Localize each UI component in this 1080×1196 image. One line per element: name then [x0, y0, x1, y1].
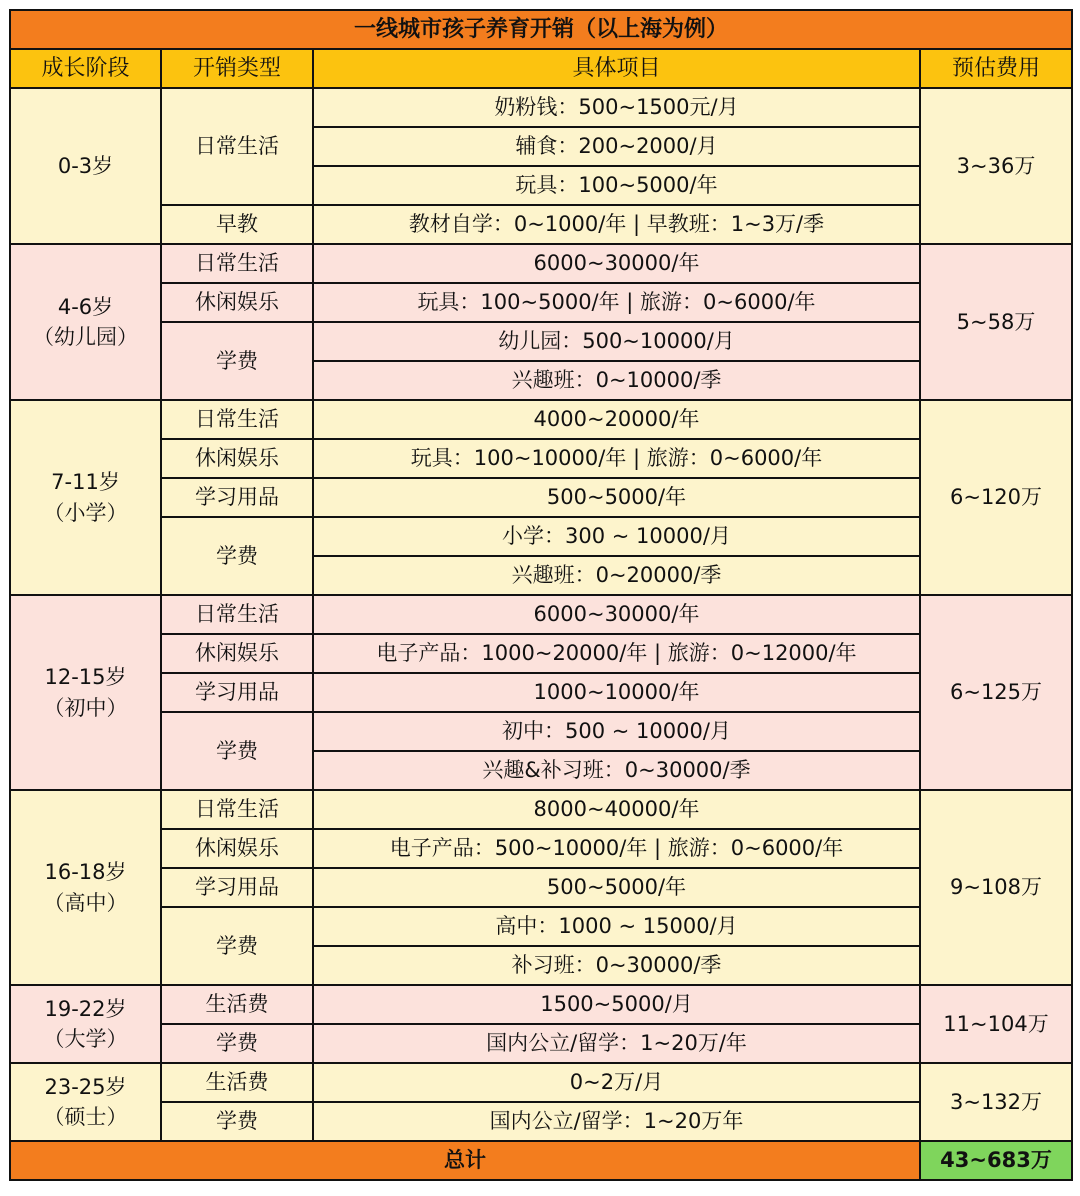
expense-type-cell: 日常生活 — [161, 595, 313, 634]
expense-type-cell: 休闲娱乐 — [161, 634, 313, 673]
detail-cell: 6000~30000/年 — [313, 244, 920, 283]
detail-cell: 兴趣&补习班：0~30000/季 — [313, 751, 920, 790]
table-title: 一线城市孩子养育开销（以上海为例） — [10, 10, 1072, 49]
stage-label: （初中） — [43, 695, 128, 720]
detail-cell: 500~5000/年 — [313, 478, 920, 517]
stage-label: 12-15岁 — [44, 665, 127, 690]
table-row — [10, 907, 1072, 946]
total-value: 43~683万 — [920, 1141, 1072, 1180]
cost-cell: 3~36万 — [920, 88, 1072, 244]
table-row — [10, 673, 1072, 712]
detail-cell: 初中：500 ~ 10000/月 — [313, 712, 920, 751]
detail-cell: 教材自学：0~1000/年 | 早教班：1~3万/季 — [313, 205, 920, 244]
table-row — [10, 322, 1072, 361]
detail-cell: 电子产品：500~10000/年 | 旅游：0~6000/年 — [313, 829, 920, 868]
table-row — [10, 868, 1072, 907]
expense-type-cell: 早教 — [161, 205, 313, 244]
stage-label: （高中） — [43, 890, 128, 915]
expense-type-cell: 日常生活 — [161, 88, 313, 205]
expense-type-cell: 学费 — [161, 322, 313, 400]
header-type: 开销类型 — [161, 49, 313, 88]
cost-cell: 5~58万 — [920, 244, 1072, 400]
stage-cell — [10, 1063, 161, 1141]
expense-type-cell: 日常生活 — [161, 244, 313, 283]
header-cost: 预估费用 — [920, 49, 1072, 88]
detail-cell: 国内公立/留学：1~20万/年 — [313, 1024, 920, 1063]
stage-cell — [10, 985, 161, 1063]
stage-label: 16-18岁 — [44, 860, 127, 885]
detail-cell: 小学：300 ~ 10000/月 — [313, 517, 920, 556]
stage-cell — [10, 244, 161, 400]
expense-type-cell: 生活费 — [161, 985, 313, 1024]
detail-cell: 1000~10000/年 — [313, 673, 920, 712]
cost-cell: 6~125万 — [920, 595, 1072, 790]
stage-cell — [10, 88, 161, 244]
detail-cell: 幼儿园：500~10000/月 — [313, 322, 920, 361]
cost-cell: 6~120万 — [920, 400, 1072, 595]
detail-cell: 高中：1000 ~ 15000/月 — [313, 907, 920, 946]
stage-label: 23-25岁 — [44, 1074, 127, 1099]
detail-cell: 玩具：100~5000/年 | 旅游：0~6000/年 — [313, 283, 920, 322]
detail-cell: 兴趣班：0~10000/季 — [313, 361, 920, 400]
table-row — [10, 478, 1072, 517]
table-row — [10, 712, 1072, 751]
stage-label: 4-6岁 — [57, 294, 114, 319]
expense-type-cell: 学习用品 — [161, 478, 313, 517]
table-row — [10, 1024, 1072, 1063]
header-items: 具体项目 — [313, 49, 920, 88]
cost-table — [9, 9, 1073, 1181]
expense-type-cell: 生活费 — [161, 1063, 313, 1102]
detail-cell: 兴趣班：0~20000/季 — [313, 556, 920, 595]
cost-cell: 3~132万 — [920, 1063, 1072, 1141]
table-row — [10, 283, 1072, 322]
detail-cell: 奶粉钱：500~1500元/月 — [313, 88, 920, 127]
stage-cell — [10, 790, 161, 985]
stage-cell — [10, 595, 161, 790]
expense-type-cell: 学费 — [161, 712, 313, 790]
detail-cell: 4000~20000/年 — [313, 400, 920, 439]
detail-cell: 6000~30000/年 — [313, 595, 920, 634]
stage-label: （大学） — [43, 1027, 128, 1051]
stage-label: （幼儿园） — [33, 325, 138, 349]
table-row — [10, 205, 1072, 244]
detail-cell: 辅食：200~2000/月 — [313, 127, 920, 166]
total-row — [10, 1141, 1072, 1180]
expense-type-cell: 学费 — [161, 1102, 313, 1141]
expense-type-cell: 休闲娱乐 — [161, 829, 313, 868]
stage-label: （小学） — [43, 500, 128, 525]
stage-label: 0-3岁 — [57, 153, 114, 178]
detail-cell: 电子产品：1000~20000/年 | 旅游：0~12000/年 — [313, 634, 920, 673]
cost-cell: 11~104万 — [920, 985, 1072, 1063]
detail-cell: 玩具：100~10000/年 | 旅游：0~6000/年 — [313, 439, 920, 478]
table-row — [10, 634, 1072, 673]
table-row — [10, 88, 1072, 127]
table-row — [10, 244, 1072, 283]
table-row — [10, 517, 1072, 556]
header-stage: 成长阶段 — [10, 49, 161, 88]
table-row — [10, 1102, 1072, 1141]
expense-type-cell: 休闲娱乐 — [161, 283, 313, 322]
cost-cell: 9~108万 — [920, 790, 1072, 985]
table-row — [10, 1063, 1072, 1102]
expense-type-cell: 日常生活 — [161, 790, 313, 829]
stage-label: （硕士） — [43, 1105, 128, 1129]
detail-cell: 8000~40000/年 — [313, 790, 920, 829]
expense-type-cell: 学费 — [161, 517, 313, 595]
expense-type-cell: 休闲娱乐 — [161, 439, 313, 478]
expense-type-cell: 学习用品 — [161, 673, 313, 712]
stage-label: 19-22岁 — [44, 996, 127, 1021]
total-label: 总计 — [10, 1141, 920, 1180]
stage-cell — [10, 400, 161, 595]
detail-cell: 补习班：0~30000/季 — [313, 946, 920, 985]
table-row — [10, 829, 1072, 868]
detail-cell: 1500~5000/月 — [313, 985, 920, 1024]
detail-cell: 国内公立/留学：1~20万年 — [313, 1102, 920, 1141]
detail-cell: 500~5000/年 — [313, 868, 920, 907]
table-row — [10, 985, 1072, 1024]
expense-type-cell: 学费 — [161, 1024, 313, 1063]
expense-type-cell: 日常生活 — [161, 400, 313, 439]
table-row — [10, 439, 1072, 478]
expense-type-cell: 学费 — [161, 907, 313, 985]
detail-cell: 玩具：100~5000/年 — [313, 166, 920, 205]
table-row — [10, 790, 1072, 829]
stage-label: 7-11岁 — [51, 470, 120, 495]
detail-cell: 0~2万/月 — [313, 1063, 920, 1102]
expense-type-cell: 学习用品 — [161, 868, 313, 907]
table-row — [10, 595, 1072, 634]
table-row — [10, 400, 1072, 439]
